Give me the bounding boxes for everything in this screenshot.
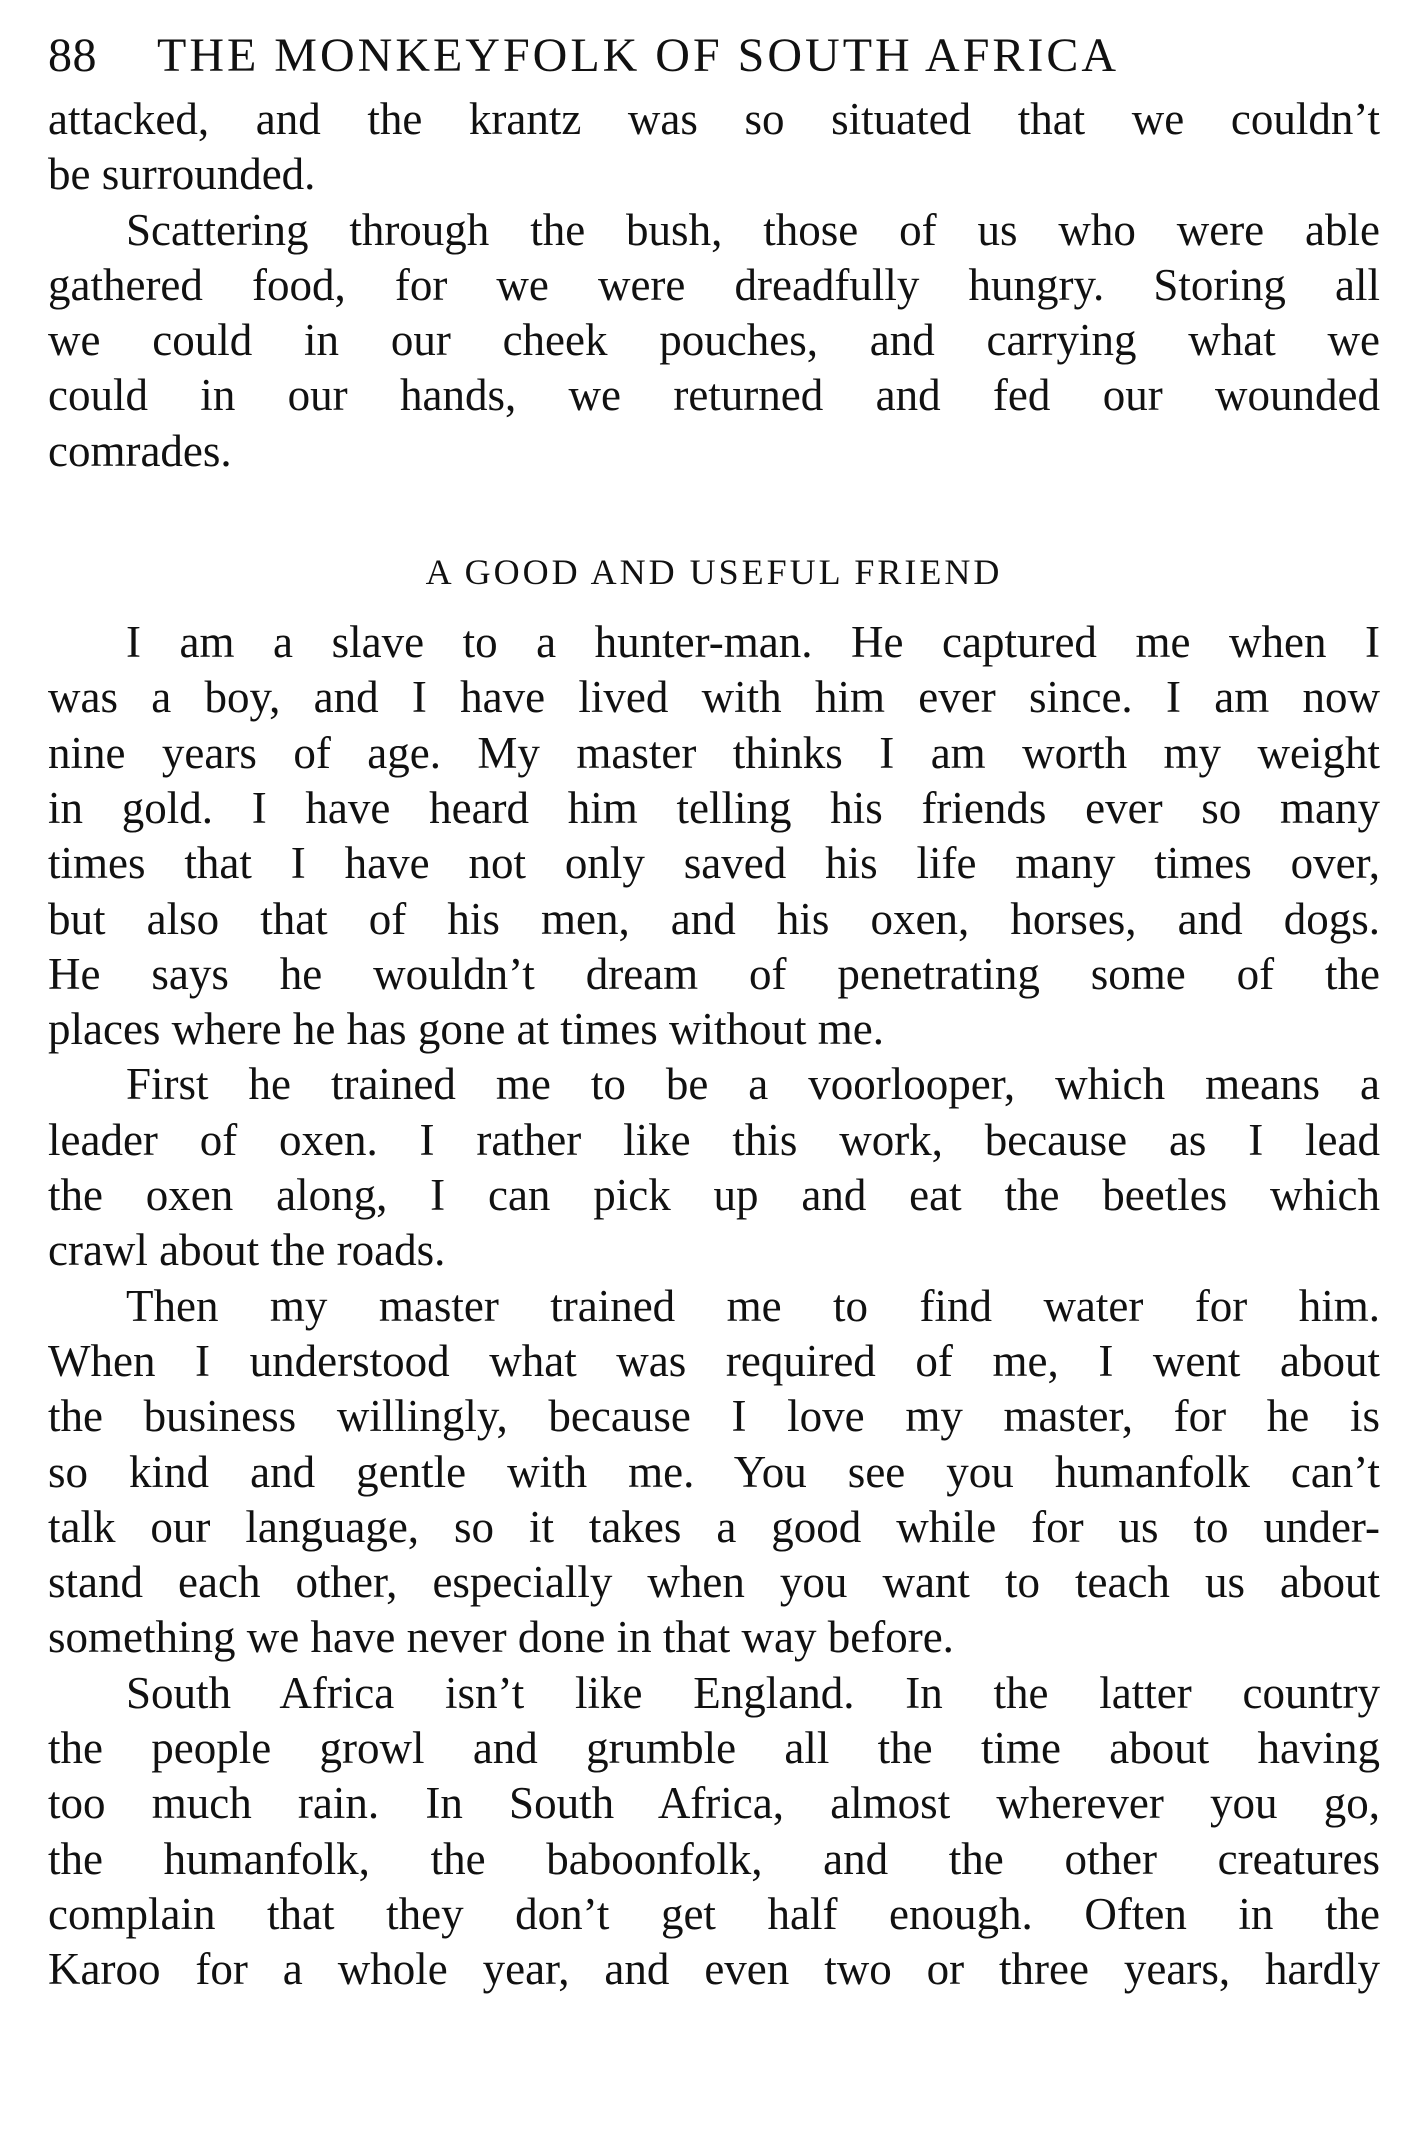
paragraph	[48, 1057, 1380, 1278]
heading-spacer	[48, 597, 1380, 615]
text-line: complain that they don’t get half enough. Often in the	[48, 1888, 1380, 1939]
paragraph	[48, 1279, 1380, 1666]
text-line: could in our hands, we returned and fed our wounded	[48, 370, 1380, 421]
text-line: When I understood what was required of me, I went about	[48, 1335, 1380, 1386]
body-text	[48, 92, 1380, 1998]
text-line: was a boy, and I have lived with him ever since. I am now	[48, 672, 1380, 723]
continuation-paragraph	[48, 92, 1380, 203]
section-spacer	[48, 479, 1380, 547]
running-header	[48, 20, 1380, 92]
section-heading: A GOOD AND USEFUL FRIEND	[425, 552, 1003, 593]
text-line: but also that of his men, and his oxen, horses, and dogs.	[48, 893, 1380, 944]
text-line: places where he has gone at times without me.	[48, 1004, 884, 1055]
text-line: attacked, and the krantz was so situated that we couldn’t	[48, 94, 1380, 144]
text-line: times that I have not only saved his life many times over,	[48, 838, 1380, 889]
text-line: too much rain. In South Africa, almost wherever you go,	[48, 1778, 1380, 1829]
text-line: the humanfolk, the baboonfolk, and the other creatures	[48, 1833, 1380, 1884]
text-line: leader of oxen. I rather like this work, because as I lead	[48, 1114, 1380, 1165]
text-line: the oxen along, I can pick up and eat the beetles which	[48, 1170, 1380, 1221]
text-line: I am a slave to a hunter-man. He captured me when I	[126, 617, 1380, 668]
paragraph	[48, 203, 1380, 479]
text-line: something we have never done in that way before.	[48, 1612, 954, 1663]
text-line: Then my master trained me to find water for him.	[126, 1280, 1380, 1331]
book-page	[48, 20, 1380, 1998]
text-line: gathered food, for we were dreadfully hungry. Storing all	[48, 259, 1380, 310]
paragraph	[48, 615, 1380, 1057]
text-line: First he trained me to be a voorlooper, which means a	[126, 1059, 1380, 1110]
text-line: nine years of age. My master thinks I am worth my weight	[48, 727, 1380, 778]
text-line: crawl about the roads.	[48, 1225, 446, 1276]
text-line: in gold. I have heard him telling his friends ever so many	[48, 782, 1380, 833]
text-line: comrades.	[48, 425, 232, 476]
text-line: He says he wouldn’t dream of penetrating some of the	[48, 948, 1380, 999]
text-line: be surrounded.	[48, 149, 316, 200]
page-number: 88	[48, 29, 97, 82]
text-line: South Africa isn’t like England. In the latter country	[126, 1667, 1380, 1718]
text-line: Karoo for a whole year, and even two or three years, hardly	[48, 1944, 1380, 1995]
text-line: we could in our cheek pouches, and carrying what we	[48, 315, 1380, 366]
text-line: the business willingly, because I love my master, for he is	[48, 1391, 1380, 1442]
text-line: stand each other, especially when you want to teach us about	[48, 1557, 1380, 1608]
running-title: THE MONKEYFOLK OF SOUTH AFRICA	[157, 29, 1120, 82]
text-line: so kind and gentle with me. You see you humanfolk can’t	[48, 1446, 1380, 1497]
text-line: talk our language, so it takes a good while for us to under-	[48, 1501, 1380, 1552]
text-line: Scattering through the bush, those of us who were able	[126, 204, 1380, 255]
text-line: the people growl and grumble all the time about having	[48, 1723, 1380, 1774]
paragraph	[48, 1666, 1380, 1998]
